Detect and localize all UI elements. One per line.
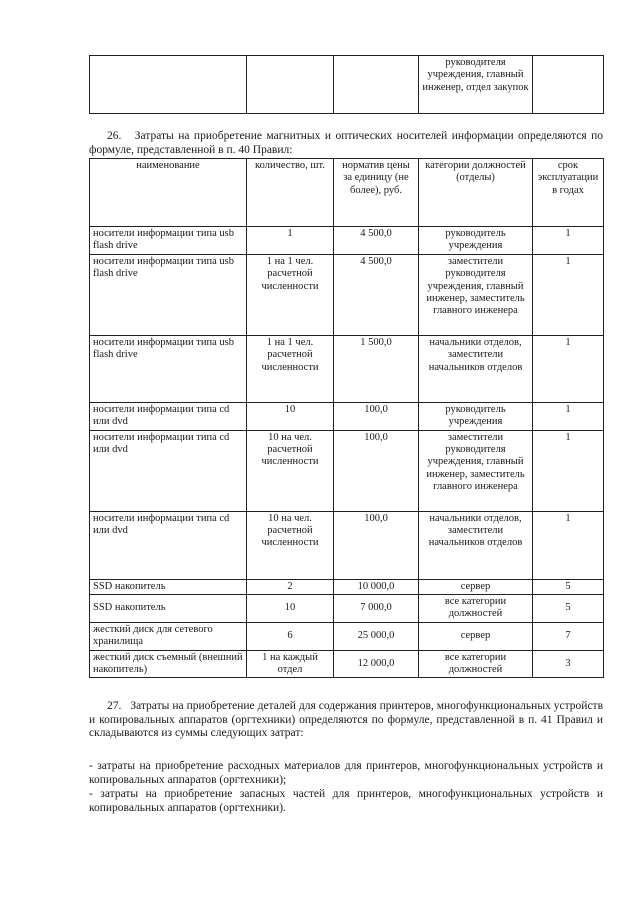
table-cell: руководителя учреждения, главный инженер, отдел закупок	[419, 56, 533, 114]
table-cell: 1 на 1 чел. расчетной численности	[247, 254, 334, 335]
table-cell: носители информации типа cd или dvd	[90, 430, 247, 511]
table-cell: 4 500,0	[334, 227, 419, 255]
table-cell: все категории должностей	[419, 650, 533, 678]
section-27-bullet: - затраты на приобретение расходных материалов для принтеров, многофункциональных устройств и копировальных аппаратов (оргтехники);	[89, 760, 603, 786]
column-header: норматив цены за единицу (не более), руб.	[334, 159, 419, 227]
table-cell: жесткий диск для сетевого хранилища	[90, 622, 247, 650]
section-26-paragraph	[89, 130, 603, 157]
storage-media-table	[89, 158, 604, 678]
section-text: Затраты на приобретение магнитных и оптических носителей информации определяются по формуле, представленной в п. 40 Правил:	[89, 130, 604, 156]
table-cell: руководитель учреждения	[419, 402, 533, 430]
table-cell	[334, 56, 419, 114]
table-cell: носители информации типа usb flash drive	[90, 254, 247, 335]
table-header-row	[90, 159, 604, 227]
table-cell: 100,0	[334, 430, 419, 511]
section-27-paragraph	[89, 700, 603, 741]
column-header: наименование	[90, 159, 247, 227]
table-cell: 1	[533, 335, 604, 402]
table-row	[90, 56, 604, 114]
table-cell: 7 000,0	[334, 595, 419, 623]
table-cell: жесткий диск съемный (внешний накопитель)	[90, 650, 247, 678]
table-cell: 1 500,0	[334, 335, 419, 402]
table-row	[90, 622, 604, 650]
table-cell: 1 на каждый отдел	[247, 650, 334, 678]
table-cell: носители информации типа usb flash drive	[90, 227, 247, 255]
table-cell: 1	[533, 402, 604, 430]
table-cell: 1	[533, 511, 604, 579]
table-cell: 10	[247, 595, 334, 623]
table-cell: 12 000,0	[334, 650, 419, 678]
table-cell: 100,0	[334, 402, 419, 430]
table-cell: 5	[533, 579, 604, 594]
table-row	[90, 430, 604, 511]
table-cell: начальники отделов, заместители начальников отделов	[419, 511, 533, 579]
table-cell: 1	[247, 227, 334, 255]
table-cell: носители информации типа cd или dvd	[90, 511, 247, 579]
table-row	[90, 650, 604, 678]
table-cell: 10	[247, 402, 334, 430]
section-27-bullet: - затраты на приобретение запасных частей для принтеров, многофункциональных устройств и копировальных аппаратов (оргтехники).	[89, 788, 603, 814]
table-cell: носители информации типа cd или dvd	[90, 402, 247, 430]
column-header: срок эксплуатации в годах	[533, 159, 604, 227]
table-cell: 3	[533, 650, 604, 678]
table-cell: 25 000,0	[334, 622, 419, 650]
section-number: 26.	[107, 130, 122, 142]
column-header: категории должностей (отделы)	[419, 159, 533, 227]
table-cell: 1	[533, 227, 604, 255]
table-cell	[90, 56, 247, 114]
table-cell: 4 500,0	[334, 254, 419, 335]
table-cell: носители информации типа usb flash drive	[90, 335, 247, 402]
table-row	[90, 335, 604, 402]
section-text: Затраты на приобретение деталей для содержания принтеров, многофункциональных устройств и копировальных аппаратов (оргтехники) определяются по формуле, представленной в п. 41 Правил и складываются из суммы следующих затрат:	[89, 700, 604, 740]
table-cell: SSD накопитель	[90, 579, 247, 594]
table-cell	[247, 56, 334, 114]
table-row	[90, 254, 604, 335]
table-cell: заместители руководителя учреждения, главный инженер, заместитель главного инженера	[419, 254, 533, 335]
table-cell: 1	[533, 430, 604, 511]
table-cell: руководитель учреждения	[419, 227, 533, 255]
table-row	[90, 402, 604, 430]
table-cell: 1	[533, 254, 604, 335]
table-cell: 2	[247, 579, 334, 594]
table-row	[90, 511, 604, 579]
table-cell: 100,0	[334, 511, 419, 579]
table-row	[90, 579, 604, 594]
table-row	[90, 595, 604, 623]
table-cell: SSD накопитель	[90, 595, 247, 623]
table-cell: 1 на 1 чел. расчетной численности	[247, 335, 334, 402]
table-cell: сервер	[419, 579, 533, 594]
table-cell: заместители руководителя учреждения, главный инженер, заместитель главного инженера	[419, 430, 533, 511]
table-cell: сервер	[419, 622, 533, 650]
section-number: 27.	[107, 700, 122, 712]
table-cell: 10 на чел. расчетной численности	[247, 511, 334, 579]
table-cell: 7	[533, 622, 604, 650]
table-cell	[533, 56, 604, 114]
table-cell: 5	[533, 595, 604, 623]
table-cell: начальники отделов, заместители начальников отделов	[419, 335, 533, 402]
table-cell: 10 на чел. расчетной численности	[247, 430, 334, 511]
table-cell: все категории должностей	[419, 595, 533, 623]
table-cell: 6	[247, 622, 334, 650]
continuation-table	[89, 55, 604, 114]
table-row	[90, 227, 604, 255]
column-header: количество, шт.	[247, 159, 334, 227]
table-cell: 10 000,0	[334, 579, 419, 594]
